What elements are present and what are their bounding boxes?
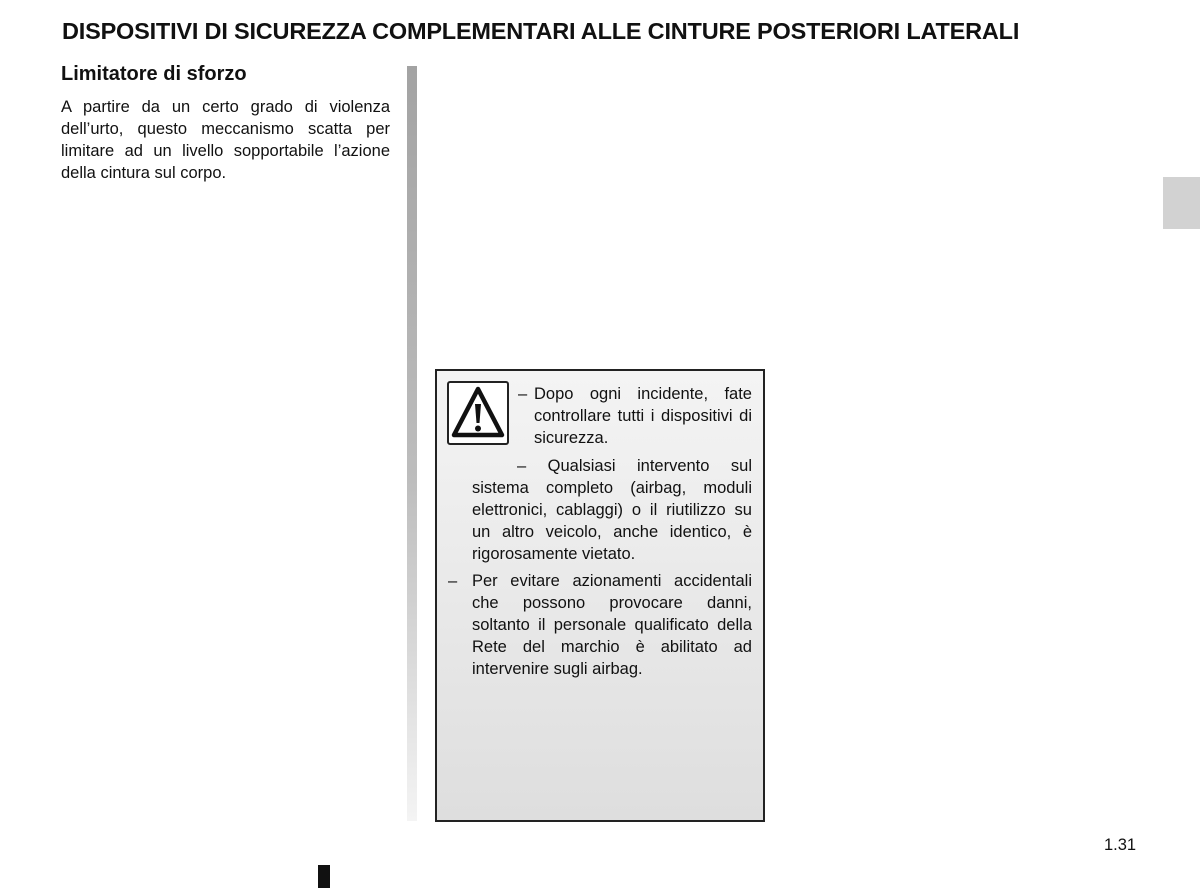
crop-mark [318,865,330,888]
warning-item-text: Per evitare azionamenti accidentali che possono provocare danni, soltanto il personale qualificato della Rete del marchio è abilitato ad intervenire sugli airbag. [472,572,752,678]
warning-item-text: Dopo ogni incidente, fate controllare tutti i dispositivi di sicurezza. [534,385,752,447]
warning-item-text: Qualsiasi intervento sul sistema completo (airbag, moduli elettronici, cablaggi) o il riutilizzo su un altro veicolo, anche identico, è rigorosamente vietato. [472,457,752,563]
warning-item [448,570,752,680]
page-number: 1.31 [1104,836,1137,854]
warning-item-dash: – [448,572,458,590]
section-heading: Limitatore di sforzo [61,63,247,85]
warning-item-dash: – [518,385,528,403]
section-body-text: A partire da un certo grado di violenza dell’urto, questo meccanismo scatta per limitare ad un livello sopportabile l’azione della cintura sul corpo. [61,98,390,182]
column-divider [407,66,417,821]
warning-item [472,455,752,565]
page-title: DISPOSITIVI DI SICUREZZA COMPLEMENTARI ALLE CINTURE POSTERIORI LATERALI [62,18,1020,44]
warning-item-dash: – [517,457,527,475]
warning-item [518,383,752,449]
warning-triangle-icon [447,381,509,445]
warning-box [435,369,765,822]
chapter-side-tab [1163,177,1200,229]
